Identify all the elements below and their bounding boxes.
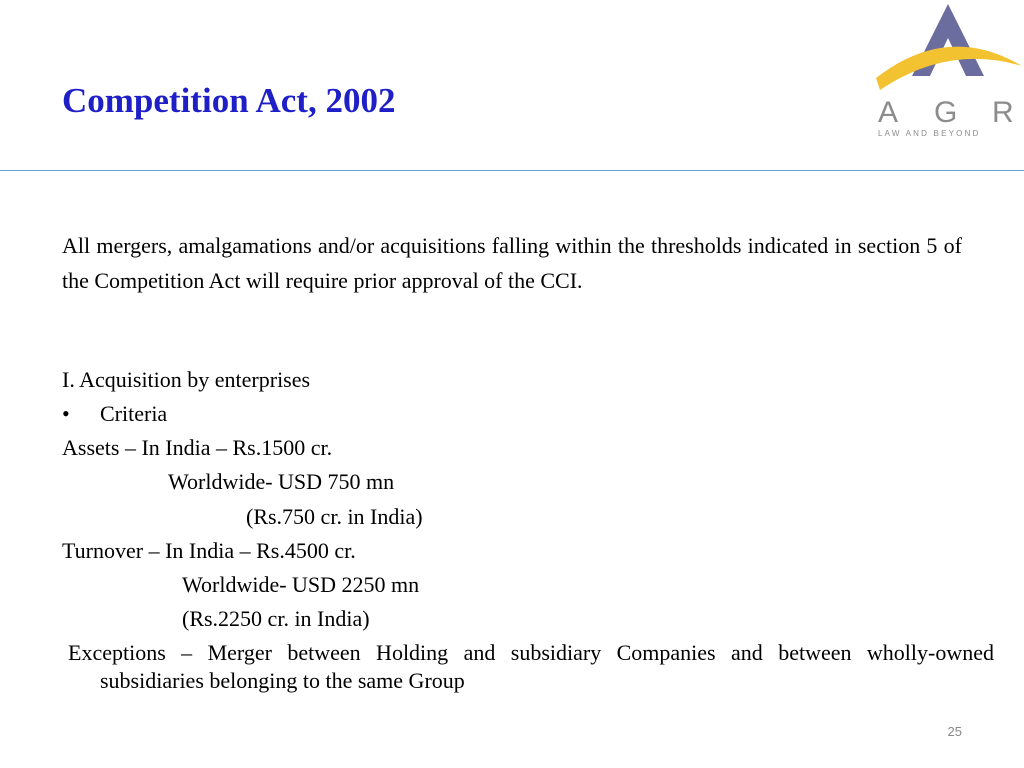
assets-line: Assets – In India – Rs.1500 cr. [62,435,333,460]
exceptions-text: Exceptions – Merger between Holding and subsidiary Companies and between wholly-owned subsidiaries belonging to the same Group [68,640,994,693]
page-number: 25 [947,724,962,739]
logo-letter-a: A [878,96,899,129]
bullet-criteria: Criteria [100,401,168,426]
agr-logo [872,0,1024,140]
turnover-india-equivalent: (Rs.2250 cr. in India) [182,606,370,631]
intro-paragraph: All mergers, amalgamations and/or acquisitions falling within the thresholds indicated in section 5 of the Competition Act will require prior approval of the CCI. [62,233,962,293]
title-divider [0,170,1024,171]
section-heading: I. Acquisition by enterprises [62,367,311,392]
agr-logo-graphic [872,0,1024,140]
assets-worldwide: Worldwide- USD 750 mn [168,469,395,494]
slide-title: Competition Act, 2002 [62,81,396,120]
logo-letter-g: G [934,96,958,129]
turnover-line: Turnover – In India – Rs.4500 cr. [62,538,356,563]
turnover-worldwide: Worldwide- USD 2250 mn [182,572,420,597]
assets-india-equivalent: (Rs.750 cr. in India) [246,504,423,529]
bullet-symbol: • [62,401,70,426]
logo-tagline: LAW AND BEYOND [878,129,981,138]
logo-letter-r: R [992,96,1014,129]
